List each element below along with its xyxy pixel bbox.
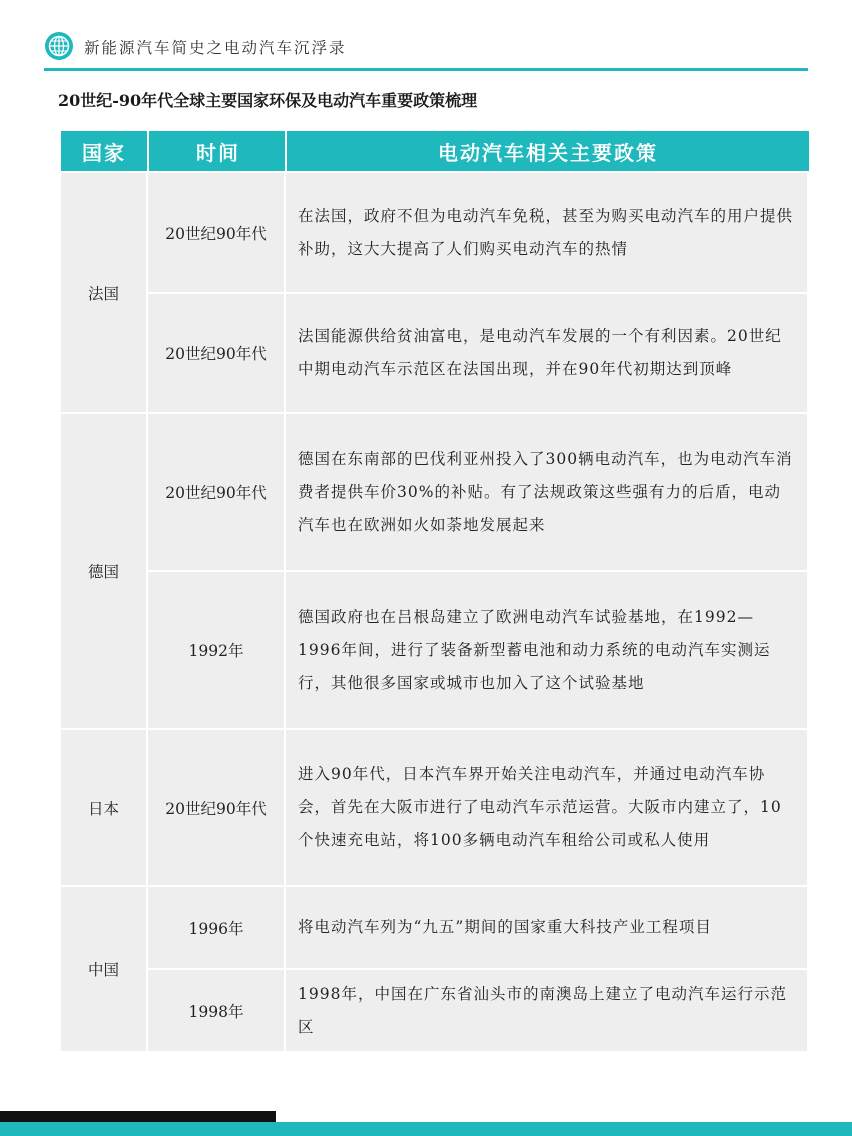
policy-cell: 法国能源供给贫油富电，是电动汽车发展的一个有利因素。20世纪中期电动汽车示范区在法国出现，并在90年代初期达到顶峰	[286, 294, 807, 412]
header-title: 新能源汽车简史之电动汽车沉浮录	[84, 39, 347, 57]
page-header	[44, 30, 810, 66]
policy-cell: 德国在东南部的巴伐利亚州投入了300辆电动汽车，也为电动汽车消费者提供车价30%的补贴。有了法规政策这些强有力的后盾，电动汽车也在欧洲如火如荼地发展起来	[286, 414, 807, 570]
column-header-policy: 电动汽车相关主要政策	[285, 131, 809, 171]
policy-cell: 德国政府也在吕根岛建立了欧洲电动汽车试验基地，在1992—1996年间，进行了装备新型蓄电池和动力系统的电动汽车实测运行，其他很多国家或城市也加入了这个试验基地	[286, 572, 807, 728]
document-title: 20世纪-90年代全球主要国家环保及电动汽车重要政策梳理	[58, 91, 478, 110]
country-cell-china: 中国	[61, 887, 146, 1051]
time-cell: 20世纪90年代	[148, 414, 284, 570]
column-header-time: 时间	[147, 131, 287, 171]
time-cell: 20世纪90年代	[148, 173, 284, 292]
time-cell: 1992年	[148, 572, 284, 728]
globe-icon	[44, 31, 74, 61]
column-header-country: 国家	[61, 131, 147, 171]
country-cell-japan: 日本	[61, 730, 146, 885]
time-cell: 20世纪90年代	[148, 294, 284, 412]
country-cell-germany: 德国	[61, 414, 146, 728]
header-divider	[44, 68, 808, 71]
country-cell-france: 法国	[61, 173, 146, 412]
time-cell: 1996年	[148, 887, 284, 968]
policy-cell: 1998年，中国在广东省汕头市的南澳岛上建立了电动汽车运行示范区	[286, 970, 807, 1051]
policy-cell: 将电动汽车列为“九五”期间的国家重大科技产业工程项目	[286, 887, 807, 968]
footer-accent-bar	[0, 1111, 276, 1122]
policy-cell: 在法国，政府不但为电动汽车免税，甚至为购买电动汽车的用户提供补助，这大大提高了人们购买电动汽车的热情	[286, 173, 807, 292]
policy-cell: 进入90年代，日本汽车界开始关注电动汽车，并通过电动汽车协会，首先在大阪市进行了电动汽车示范运营。大阪市内建立了，10个快速充电站，将100多辆电动汽车租给公司或私人使用	[286, 730, 807, 885]
footer-bar	[0, 1122, 852, 1136]
time-cell: 20世纪90年代	[148, 730, 284, 885]
time-cell: 1998年	[148, 970, 284, 1051]
